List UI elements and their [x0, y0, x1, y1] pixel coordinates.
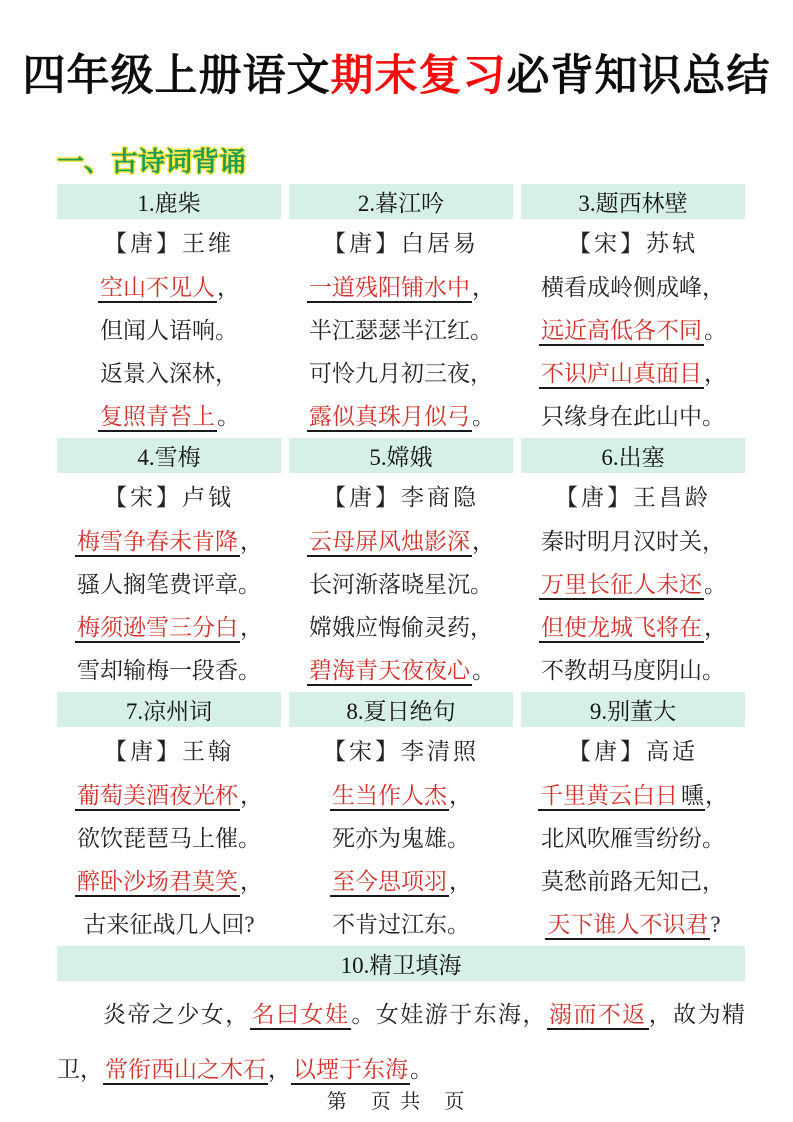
verse-text: 返景入深林， [100, 361, 238, 387]
verse-text: 。 [704, 572, 727, 598]
verse-text: ， [240, 615, 263, 641]
verse-line [289, 395, 513, 438]
poem-card-2 [289, 184, 513, 438]
verse-text: ， [704, 615, 727, 641]
poem-card-7 [57, 692, 281, 946]
poem-prose [57, 987, 745, 1097]
verse-text: 死亦为鬼雄。 [332, 826, 470, 852]
verse-line [57, 520, 281, 563]
poem-card-9 [521, 692, 745, 946]
key-phrase-underlined: 溺而不返 [547, 1002, 649, 1030]
verse-text: 不肯过江东。 [332, 912, 470, 938]
page-title [0, 0, 793, 99]
verse-text: 但闻人语响。 [100, 318, 238, 344]
page-title-highlight: 期末复习 [330, 52, 507, 100]
key-phrase-underlined: 千里黄云白日 [538, 783, 680, 811]
verse-line [521, 860, 745, 903]
poem-card-title: 4.雪梅 [57, 438, 281, 473]
poem-card-1 [57, 184, 281, 438]
page-title-prefix: 四年级上册语文 [22, 52, 331, 100]
poem-card-4 [57, 438, 281, 692]
key-phrase-underlined: 葡萄美酒夜光杯 [75, 783, 240, 811]
verse-text: ， [268, 1057, 291, 1083]
verse-text: ， [240, 783, 263, 809]
verse-line [289, 309, 513, 352]
verse-text: ， [240, 529, 263, 555]
poem-card-8 [289, 692, 513, 946]
verse-text: 半江瑟瑟半江红。 [309, 318, 493, 344]
poem-author: 【唐】王翰 [104, 739, 234, 765]
section-heading-poetry-recitation: 一、古诗词背诵 [57, 147, 246, 178]
poem-card-title: 7.凉州词 [57, 692, 281, 727]
poem-card-title: 10.精卫填海 [57, 946, 745, 981]
key-phrase-underlined: 云母屏风烛影深 [307, 529, 472, 557]
verse-line [57, 903, 281, 946]
verse-line [289, 649, 513, 692]
verse-text: 欲饮琵琶马上催。 [77, 826, 261, 852]
verse-line [57, 817, 281, 860]
verse-text: ， [240, 869, 263, 895]
verse-line [521, 563, 745, 606]
verse-text: 嫦娥应悔偷灵药， [309, 615, 493, 641]
poem-author: 【唐】王昌龄 [555, 485, 711, 511]
verse-line [521, 352, 745, 395]
verse-text: ， [705, 783, 728, 809]
poem-card-title: 3.题西林壁 [521, 184, 745, 219]
verse-text: 炎帝之少女， [103, 1002, 250, 1028]
poem-card-title: 8.夏日绝句 [289, 692, 513, 727]
poem-card-title: 9.别董大 [521, 692, 745, 727]
verse-line [289, 520, 513, 563]
verse-line [57, 649, 281, 692]
verse-line [521, 309, 745, 352]
verse-text: 。 [217, 404, 240, 430]
key-phrase-underlined: 露似真珠月似弓 [307, 404, 472, 432]
poem-author: 【唐】白居易 [323, 231, 479, 257]
key-phrase-underlined: 醉卧沙场君莫笑 [75, 869, 240, 897]
verse-line [57, 774, 281, 817]
verse-line [521, 649, 745, 692]
verse-line [57, 606, 281, 649]
verse-line [289, 606, 513, 649]
verse-line [521, 903, 745, 946]
poem-card-title: 6.出塞 [521, 438, 745, 473]
verse-line [57, 860, 281, 903]
poem-author: 【唐】高适 [568, 739, 698, 765]
verse-text: 骚人搁笔费评章。 [77, 572, 261, 598]
verse-line [57, 309, 281, 352]
verse-text: 雪却输梅一段香。 [77, 658, 261, 684]
verse-text: ，故为精卫， [57, 1002, 746, 1083]
verse-line [289, 903, 513, 946]
verse-text: 北风吹雁雪纷纷。 [541, 826, 725, 852]
key-phrase-underlined: 万里长征人未还 [539, 572, 704, 600]
verse-line [521, 774, 745, 817]
verse-text: 秦时明月汉时关， [541, 529, 725, 555]
key-phrase-underlined: 以堙于东海 [291, 1057, 410, 1085]
poem-author: 【宋】李清照 [323, 739, 479, 765]
key-phrase-underlined: 一道残阳铺水中 [307, 275, 472, 303]
verse-line [521, 520, 745, 563]
verse-text: ， [217, 275, 240, 301]
key-phrase-underlined: 空山不见人 [98, 275, 217, 303]
page-footer-page-number: 第 页 共 页 [326, 1091, 467, 1113]
verse-text: 。 [410, 1057, 433, 1083]
verse-text: ， [449, 869, 472, 895]
poem-card-5 [289, 438, 513, 692]
verse-line [57, 395, 281, 438]
key-phrase-underlined: 至今思项羽 [330, 869, 449, 897]
key-phrase-underlined: 梅须逊雪三分白 [75, 615, 240, 643]
verse-line [521, 395, 745, 438]
poem-card-title: 1.鹿柴 [57, 184, 281, 219]
verse-text: ， [472, 529, 495, 555]
verse-text: ， [449, 783, 472, 809]
poem-card-title: 2.暮江吟 [289, 184, 513, 219]
verse-line [57, 563, 281, 606]
verse-text: 。 [704, 318, 727, 344]
verse-line [57, 266, 281, 309]
key-phrase-underlined: 名曰女娃 [250, 1002, 352, 1030]
key-phrase-underlined: 不识庐山真面目 [539, 361, 704, 389]
verse-text: 不教胡马度阴山。 [541, 658, 725, 684]
key-phrase-underlined: 天下谁人不识君 [545, 912, 710, 940]
verse-text: 莫愁前路无知己， [541, 869, 725, 895]
poem-author: 【宋】苏轼 [568, 231, 698, 257]
poem-card-title: 5.嫦娥 [289, 438, 513, 473]
poem-card-10 [57, 946, 745, 1097]
key-phrase-underlined: 但使龙城飞将在 [539, 615, 704, 643]
key-phrase-underlined: 复照青苔上 [98, 404, 217, 432]
verse-text: ， [704, 361, 727, 387]
poem-grid [57, 184, 745, 1097]
verse-line [289, 774, 513, 817]
verse-line [289, 817, 513, 860]
verse-text: ? [710, 912, 721, 938]
verse-line [57, 352, 281, 395]
verse-text: 只缘身在此山中。 [541, 404, 725, 430]
key-phrase-underlined: 曛 [680, 783, 705, 811]
poem-author: 【唐】王维 [104, 231, 234, 257]
page-title-suffix: 必背知识总结 [506, 52, 771, 100]
verse-text: 。 [472, 404, 495, 430]
verse-line [289, 352, 513, 395]
key-phrase-underlined: 碧海青天夜夜心 [307, 658, 472, 686]
verse-text: 可怜九月初三夜， [309, 361, 493, 387]
poem-card-6 [521, 438, 745, 692]
verse-line [289, 266, 513, 309]
verse-text: 横看成岭侧成峰， [541, 275, 725, 301]
key-phrase-underlined: 生当作人杰 [330, 783, 449, 811]
verse-line [521, 606, 745, 649]
verse-text: 长河渐落晓星沉。 [309, 572, 493, 598]
verse-text: ， [472, 275, 495, 301]
poem-card-3 [521, 184, 745, 438]
verse-line [521, 817, 745, 860]
poem-author: 【宋】卢钺 [104, 485, 234, 511]
key-phrase-underlined: 远近高低各不同 [539, 318, 704, 346]
poem-author: 【唐】李商隐 [323, 485, 479, 511]
verse-text: 。 [472, 658, 495, 684]
verse-text: 。女娃游于东海， [351, 1002, 547, 1028]
key-phrase-underlined: 常衔西山之木石 [103, 1057, 268, 1085]
key-phrase-underlined: 梅雪争春未肯降 [75, 529, 240, 557]
verse-line [289, 563, 513, 606]
verse-line [521, 266, 745, 309]
verse-line [289, 860, 513, 903]
verse-text: 古来征战几人回? [83, 912, 255, 938]
